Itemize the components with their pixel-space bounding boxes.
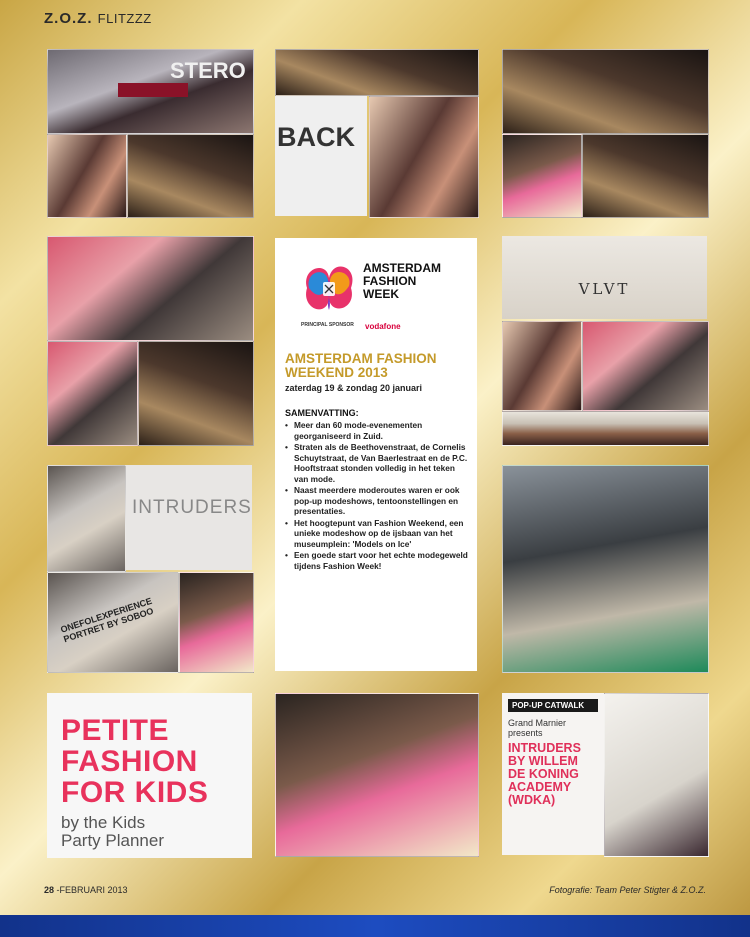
photo-woman-redhair	[502, 321, 582, 411]
page-number: 28	[44, 885, 55, 895]
photo-runway-stage	[47, 49, 254, 134]
logo-wordmark: AMSTERDAM FASHION WEEK	[363, 261, 441, 301]
poster-presenter: Grand Marnier presents	[508, 718, 567, 738]
summary-bullet: • Naast meerdere moderoutes waren er ook pop-up modeshows, tentoonstellingen en presentaties.	[285, 485, 471, 517]
photo-shop-floor	[502, 411, 709, 446]
photo-kids-walking	[275, 693, 479, 857]
photo-model-makeup	[47, 465, 126, 572]
intruders-sign-text: INTRUDERS	[132, 497, 252, 518]
photo-model-red-balloons	[179, 572, 254, 673]
photo-intruders-models	[604, 693, 709, 857]
poster-title: INTRUDERS BY WILLEM DE KONING ACADEMY (WDKA)	[508, 741, 581, 807]
summary-list	[285, 420, 471, 572]
petite-fashion-subtitle: by the Kids Party Planner	[61, 813, 164, 850]
photo-vlvt-storefront	[502, 236, 707, 319]
amsterdam-fashion-week-logo-icon	[299, 258, 359, 318]
page-footer-left	[44, 885, 128, 895]
photo-red-sneaker	[582, 321, 709, 411]
photo-credit: Fotografie: Team Peter Stigter & Z.O.Z.	[549, 885, 706, 895]
summary-bullet: • Meer dan 60 mode-evenementen georganiseerd in Zuid.	[285, 420, 471, 441]
photo-model-portrait	[369, 96, 479, 218]
photo-intruders-sign	[126, 465, 252, 570]
event-title: AMSTERDAM FASHION WEEKEND 2013	[285, 351, 437, 380]
photo-makeup-palette	[47, 236, 254, 341]
photo-shop-mannequin	[582, 134, 709, 218]
photo-event-crowd	[127, 134, 254, 218]
petite-fashion-banner	[47, 693, 252, 858]
poster-top-label: POP-UP CATWALK	[508, 699, 598, 712]
photo-crowd-top	[275, 49, 479, 96]
vlvt-sign-text: VLVT	[578, 280, 631, 298]
principal-sponsor-label: PRINCIPAL SPONSOR	[301, 322, 354, 328]
summary-heading: SAMENVATTING:	[285, 408, 359, 418]
issue-date: -FEBRUARI 2013	[56, 885, 128, 895]
event-date: zaterdag 19 & zondag 20 januari	[285, 383, 423, 393]
page-header	[44, 10, 152, 27]
vodafone-sponsor: vodafone	[365, 322, 401, 331]
photo-woman-with-bag	[47, 134, 127, 218]
car-text: ONEFOLEXPERIENCE PORTRET BY SOBOO	[59, 595, 155, 645]
summary-bullet: • Een goede start voor het echte modegeweld tijdens Fashion Week!	[285, 550, 471, 571]
summary-bullet: • Straten als de Beethovenstraat, de Cornelis Schuytstraat, de Van Baerlestraat en de P.C. Hooftstraat stonden volledig in het teken van mode.	[285, 442, 471, 484]
section-name: FLITZZZ	[97, 11, 152, 26]
pop-up-catwalk-poster	[502, 693, 604, 855]
photo-street-green-hair	[502, 465, 709, 673]
photo-woman-shop	[502, 134, 582, 218]
stage-platform	[118, 83, 188, 97]
petite-fashion-title: PETITE FASHION FOR KIDS	[61, 714, 209, 809]
magazine-brand: Z.O.Z.	[44, 10, 93, 27]
event-info-panel	[275, 238, 477, 671]
photo-people-event	[138, 341, 254, 446]
photo-backstage-sign	[275, 96, 367, 216]
photo-boutique-interior	[502, 49, 709, 134]
summary-bullet: • Het hoogtepunt van Fashion Weekend, een unieke modeshow op de ijsbaan van het museumplein: 'Models on Ice'	[285, 518, 471, 550]
bottom-blue-band	[0, 915, 750, 937]
back-sign-text: BACK	[277, 122, 355, 152]
stage-sign: STERO	[170, 58, 246, 83]
photo-shoes-display	[47, 341, 138, 446]
